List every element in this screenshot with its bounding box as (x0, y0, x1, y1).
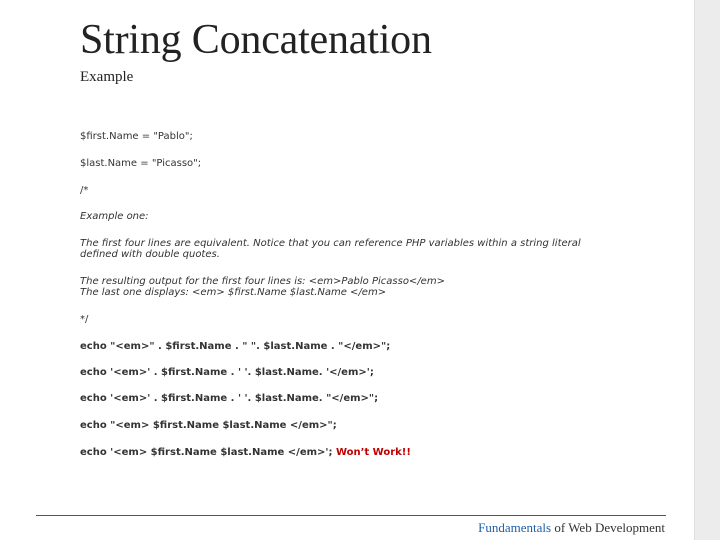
code-echo-1: echo "<em>" . $first.Name . " ". $last.Name . "</em>"; (80, 341, 391, 352)
footer-divider (36, 515, 666, 516)
right-side-bar (694, 0, 720, 540)
code-comment-text-1: The first four lines are equivalent. Notice that you can reference PHP variables within a string literal (80, 238, 581, 249)
code-line-first-name: $first.Name = "Pablo"; (80, 131, 193, 142)
footer-rest: of Web Development (551, 520, 665, 535)
right-side-bar-edge (694, 0, 695, 540)
code-line-last-name: $last.Name = "Picasso"; (80, 158, 202, 169)
code-comment-close: */ (80, 314, 89, 325)
footer-accent: Fundamentals (478, 520, 552, 535)
code-echo-2: echo '<em>' . $first.Name . ' '. $last.Name. '</em>'; (80, 367, 374, 378)
slide-title: String Concatenation (80, 17, 432, 63)
footer-text (478, 520, 665, 536)
code-comment-output-2: The last one displays: <em> $first.Name $last.Name </em> (80, 287, 387, 298)
code-echo-4: echo "<em> $first.Name $last.Name </em>"; (80, 420, 337, 431)
code-comment-text-2: defined with double quotes. (80, 249, 220, 260)
code-comment-heading: Example one: (80, 211, 149, 222)
code-echo-3: echo '<em>' . $first.Name . ' '. $last.Name. "</em>"; (80, 393, 379, 404)
warning-label: Won’t Work!! (335, 447, 411, 458)
code-echo-5 (80, 447, 411, 458)
code-echo-5-text: echo '<em> $first.Name $last.Name </em>'; (80, 447, 336, 458)
slide-subtitle: Example (80, 69, 134, 85)
code-comment-open: /* (80, 185, 89, 196)
code-comment-output-1: The resulting output for the first four lines is: <em>Pablo Picasso</em> (80, 276, 445, 287)
